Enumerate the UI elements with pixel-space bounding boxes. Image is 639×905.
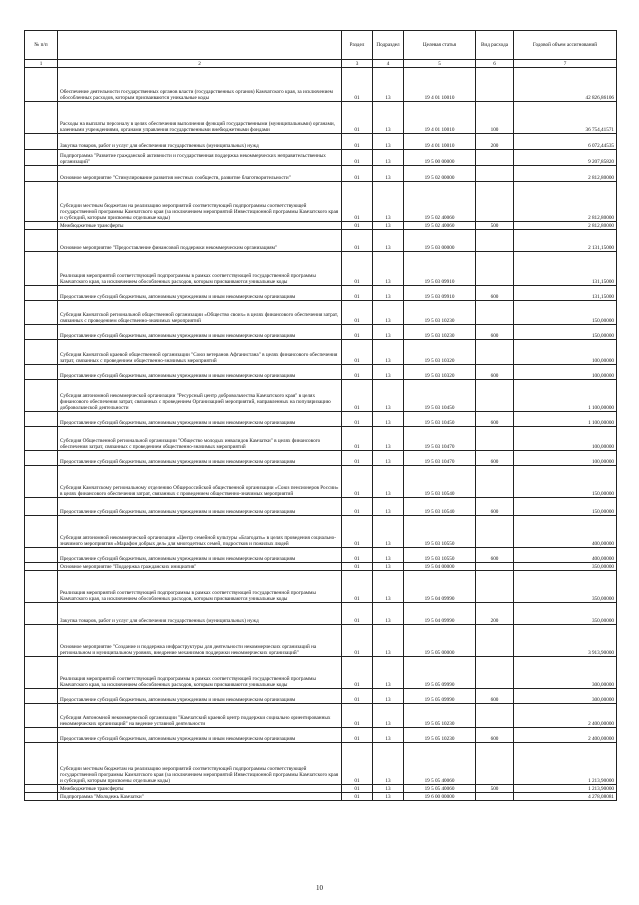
column-number: 2 <box>58 60 342 68</box>
row-number <box>25 222 58 230</box>
header-razdel: Раздел <box>342 31 373 60</box>
row-name: Субсидии местным бюджетам на реализацию мероприятий соответствующей подпрограммы соответствующей государственной программы Камчатского края (за исключением мероприятий Инвестиционной программы Камчатского края и субсидий, которым присвоены отдельные коды) <box>58 182 342 222</box>
row-amount: 3 913,90000 <box>514 625 617 657</box>
table-row <box>25 625 617 657</box>
table-row <box>25 68 617 102</box>
row-target: 19 5 03 10230 <box>404 301 476 325</box>
row-number <box>25 689 58 704</box>
row-number <box>25 134 58 150</box>
row-razdel: 01 <box>342 230 373 252</box>
row-razdel: 01 <box>342 380 373 412</box>
row-podrazdel: 13 <box>373 728 404 743</box>
row-vid: 600 <box>476 325 514 340</box>
row-vid: 600 <box>476 728 514 743</box>
row-amount: 350,00000 <box>514 563 617 571</box>
row-name: Реализация мероприятий соответствующей подпрограммы в рамках соответствующей государственной программы Камчатского края, за исключением обособленных расходов, которым присваиваются уникальные коды <box>58 252 342 286</box>
row-razdel: 01 <box>342 498 373 516</box>
row-vid: 500 <box>476 222 514 230</box>
row-vid <box>476 150 514 166</box>
page-number: 10 <box>316 884 323 892</box>
row-vid <box>476 563 514 571</box>
row-target: 19 5 02 00000 <box>404 166 476 182</box>
row-number <box>25 365 58 380</box>
row-name: Предоставление субсидий бюджетным, автономным учреждениям и иным некоммерческим организациям <box>58 498 342 516</box>
row-amount: 131,15000 <box>514 252 617 286</box>
table-row <box>25 286 617 301</box>
row-name: Субсидия Камчатской региональной общественной организации «Общество своих» в целях финансового обеспечения затрат, связанных с проведением общественно-значимых мероприятий <box>58 301 342 325</box>
column-number-row <box>25 60 617 68</box>
budget-table <box>24 30 617 801</box>
row-vid <box>476 340 514 365</box>
row-podrazdel: 13 <box>373 466 404 498</box>
row-target: 19 5 03 09910 <box>404 252 476 286</box>
table-row <box>25 340 617 365</box>
row-podrazdel: 13 <box>373 301 404 325</box>
row-amount: 36 754,41571 <box>514 102 617 134</box>
row-number <box>25 68 58 102</box>
row-razdel: 01 <box>342 325 373 340</box>
row-number <box>25 563 58 571</box>
row-target: 19 5 03 10540 <box>404 498 476 516</box>
column-number: 4 <box>373 60 404 68</box>
row-target: 19 4 01 10010 <box>404 134 476 150</box>
row-number <box>25 625 58 657</box>
row-razdel: 01 <box>342 785 373 793</box>
row-razdel: 01 <box>342 548 373 563</box>
row-razdel: 01 <box>342 182 373 222</box>
row-podrazdel: 13 <box>373 134 404 150</box>
row-podrazdel: 13 <box>373 230 404 252</box>
row-amount: 100,00000 <box>514 365 617 380</box>
row-vid <box>476 466 514 498</box>
table-row <box>25 252 617 286</box>
row-vid: 600 <box>476 451 514 466</box>
row-vid <box>476 380 514 412</box>
row-number <box>25 516 58 548</box>
row-podrazdel: 13 <box>373 603 404 625</box>
row-target: 19 5 03 10540 <box>404 466 476 498</box>
row-amount: 100,00000 <box>514 340 617 365</box>
row-amount: 400,00000 <box>514 548 617 563</box>
row-razdel: 01 <box>342 365 373 380</box>
row-target: 19 5 03 00000 <box>404 230 476 252</box>
table-row <box>25 704 617 728</box>
row-target: 19 5 03 10450 <box>404 380 476 412</box>
table-row <box>25 230 617 252</box>
row-vid <box>476 182 514 222</box>
row-vid <box>476 252 514 286</box>
row-target: 19 5 05 10230 <box>404 728 476 743</box>
row-podrazdel: 13 <box>373 150 404 166</box>
row-vid <box>476 743 514 785</box>
row-razdel: 01 <box>342 793 373 801</box>
table-row <box>25 451 617 466</box>
row-amount: 100,00000 <box>514 451 617 466</box>
row-podrazdel: 13 <box>373 571 404 603</box>
row-amount: 300,00000 <box>514 657 617 689</box>
row-razdel: 01 <box>342 563 373 571</box>
row-number <box>25 704 58 728</box>
row-vid <box>476 427 514 451</box>
row-number <box>25 301 58 325</box>
row-razdel: 01 <box>342 743 373 785</box>
row-razdel: 01 <box>342 412 373 427</box>
row-amount: 150,00000 <box>514 498 617 516</box>
column-number: 1 <box>25 60 58 68</box>
row-name: Предоставление субсидий бюджетным, автономным учреждениям и иным некоммерческим организациям <box>58 412 342 427</box>
row-podrazdel: 13 <box>373 793 404 801</box>
row-amount: 2 131,15000 <box>514 230 617 252</box>
table-row <box>25 785 617 793</box>
row-amount: 2 812,80000 <box>514 182 617 222</box>
table-row <box>25 102 617 134</box>
row-number <box>25 548 58 563</box>
row-target: 19 5 03 10320 <box>404 340 476 365</box>
row-number <box>25 451 58 466</box>
row-name: Предоставление субсидий бюджетным, автономным учреждениям и иным некоммерческим организациям <box>58 689 342 704</box>
row-number <box>25 603 58 625</box>
row-amount: 1 213,90000 <box>514 743 617 785</box>
row-razdel: 01 <box>342 68 373 102</box>
header-target: Целевая статья <box>404 31 476 60</box>
row-target: 19 5 02 40060 <box>404 222 476 230</box>
row-amount: 131,15000 <box>514 286 617 301</box>
row-podrazdel: 13 <box>373 657 404 689</box>
table-row <box>25 412 617 427</box>
row-amount: 350,00000 <box>514 571 617 603</box>
table-row <box>25 134 617 150</box>
table-row <box>25 571 617 603</box>
row-target: 19 5 03 10450 <box>404 412 476 427</box>
row-razdel: 01 <box>342 516 373 548</box>
row-amount: 350,00000 <box>514 603 617 625</box>
row-podrazdel: 13 <box>373 451 404 466</box>
row-vid <box>476 230 514 252</box>
row-name: Предоставление субсидий бюджетным, автономным учреждениям и иным некоммерческим организациям <box>58 325 342 340</box>
row-podrazdel: 13 <box>373 743 404 785</box>
table-row <box>25 150 617 166</box>
row-amount: 2 812,80000 <box>514 166 617 182</box>
column-number: 3 <box>342 60 373 68</box>
row-razdel: 01 <box>342 301 373 325</box>
row-amount: 400,00000 <box>514 516 617 548</box>
row-target: 19 5 04 09990 <box>404 571 476 603</box>
row-podrazdel: 13 <box>373 548 404 563</box>
row-target: 19 5 04 09990 <box>404 603 476 625</box>
row-amount: 150,00000 <box>514 325 617 340</box>
row-podrazdel: 13 <box>373 68 404 102</box>
row-podrazdel: 13 <box>373 516 404 548</box>
row-number <box>25 325 58 340</box>
row-name: Субсидии местным бюджетам на реализацию мероприятий соответствующей подпрограммы соответствующей государственной программы Камчатского края (за исключением мероприятий Инвестиционной программы Камчатского края и субсидий, которым присвоены отдельные коды) <box>58 743 342 785</box>
row-podrazdel: 13 <box>373 785 404 793</box>
row-razdel: 01 <box>342 466 373 498</box>
row-razdel: 01 <box>342 625 373 657</box>
row-razdel: 01 <box>342 102 373 134</box>
row-vid: 600 <box>476 286 514 301</box>
row-name: Межбюджетные трансферты <box>58 785 342 793</box>
row-razdel: 01 <box>342 150 373 166</box>
row-razdel: 01 <box>342 704 373 728</box>
row-amount: 2 400,00000 <box>514 704 617 728</box>
table-row <box>25 657 617 689</box>
column-number: 7 <box>514 60 617 68</box>
row-number <box>25 412 58 427</box>
table-row <box>25 516 617 548</box>
row-podrazdel: 13 <box>373 222 404 230</box>
row-vid: 600 <box>476 365 514 380</box>
row-amount: 2 812,80000 <box>514 222 617 230</box>
row-podrazdel: 13 <box>373 182 404 222</box>
row-number <box>25 793 58 801</box>
row-name: Реализация мероприятий соответствующей подпрограммы в рамках соответствующей государственной программы Камчатского края, за исключением обособленных расходов, которым присваиваются уникальные коды <box>58 657 342 689</box>
row-vid <box>476 793 514 801</box>
row-razdel: 01 <box>342 286 373 301</box>
table-row <box>25 182 617 222</box>
table-row <box>25 380 617 412</box>
row-target: 19 4 01 10010 <box>404 68 476 102</box>
row-podrazdel: 13 <box>373 166 404 182</box>
row-vid <box>476 68 514 102</box>
row-podrazdel: 13 <box>373 704 404 728</box>
row-razdel: 01 <box>342 603 373 625</box>
row-target: 19 5 03 10470 <box>404 427 476 451</box>
row-number <box>25 571 58 603</box>
row-target: 19 5 05 10230 <box>404 704 476 728</box>
row-podrazdel: 13 <box>373 427 404 451</box>
row-vid: 600 <box>476 498 514 516</box>
header-vid: Вид расхода <box>476 31 514 60</box>
row-target: 19 5 05 40060 <box>404 785 476 793</box>
row-name: Субсидия Камчатскому региональному отделению Общероссийской общественной организации «Союз пенсионеров России» в целях финансового обеспечения затрат, связанных с проведением общественно-значимых мероприятий <box>58 466 342 498</box>
row-vid: 100 <box>476 102 514 134</box>
row-name: Предоставление субсидий бюджетным, автономным учреждениям и иным некоммерческим организациям <box>58 365 342 380</box>
row-name: Основное мероприятие "Стимулирование развития местных сообществ, развитие благотворительности" <box>58 166 342 182</box>
row-name: Расходы на выплаты персоналу в целях обеспечения выполнения функций государственными (муниципальными) органами, казенными учреждениями, органами управления государственными внебюджетными фондами <box>58 102 342 134</box>
row-vid <box>476 516 514 548</box>
row-podrazdel: 13 <box>373 365 404 380</box>
row-name: Реализация мероприятий соответствующей подпрограммы в рамках соответствующей государственной программы Камчатского края, за исключением обособленных расходов, которым присваиваются уникальные коды <box>58 571 342 603</box>
table-row <box>25 301 617 325</box>
table-row <box>25 365 617 380</box>
table-row <box>25 563 617 571</box>
row-name: Субсидия Камчатской краевой общественной организации "Союз ветеранов Афганистана" в целях финансового обеспечения затрат, связанных с проведением общественно-значимых мероприятий <box>58 340 342 365</box>
row-podrazdel: 13 <box>373 286 404 301</box>
row-razdel: 01 <box>342 427 373 451</box>
row-podrazdel: 13 <box>373 625 404 657</box>
row-vid <box>476 657 514 689</box>
row-number <box>25 728 58 743</box>
row-razdel: 01 <box>342 134 373 150</box>
row-number <box>25 340 58 365</box>
row-target: 19 5 03 10470 <box>404 451 476 466</box>
row-amount: 2 400,00000 <box>514 728 617 743</box>
row-razdel: 01 <box>342 340 373 365</box>
row-vid: 600 <box>476 548 514 563</box>
row-vid: 200 <box>476 603 514 625</box>
row-vid <box>476 301 514 325</box>
table-row <box>25 793 617 801</box>
row-razdel: 01 <box>342 728 373 743</box>
row-razdel: 01 <box>342 571 373 603</box>
row-name: Обеспечение деятельности государственных органов власти (государственных органов) Камчатского края, за исключением обособленных расходов, которым присваиваются уникальные коды <box>58 68 342 102</box>
row-podrazdel: 13 <box>373 340 404 365</box>
row-name: Субсидия Общественной региональной организации "Общество молодых инвалидов Камчатки" в целях финансового обеспечения затрат, связанных с проведением общественно-значимых мероприятий <box>58 427 342 451</box>
row-podrazdel: 13 <box>373 498 404 516</box>
row-number <box>25 380 58 412</box>
row-number <box>25 657 58 689</box>
row-amount: 42 826,86106 <box>514 68 617 102</box>
column-number: 6 <box>476 60 514 68</box>
header-amount: Годовой объем ассигнований <box>514 31 617 60</box>
row-amount: 9 207,85820 <box>514 150 617 166</box>
table-row <box>25 548 617 563</box>
row-name: Предоставление субсидий бюджетным, автономным учреждениям и иным некоммерческим организациям <box>58 451 342 466</box>
table-row <box>25 427 617 451</box>
row-podrazdel: 13 <box>373 102 404 134</box>
table-row <box>25 689 617 704</box>
row-name: Основное мероприятие "Создание и поддержка инфраструктуры для деятельности некоммерческих организаций на региональном и муниципальном уровнях, внедрение механизмов поддержки некоммерческих организаций" <box>58 625 342 657</box>
row-name: Межбюджетные трансферты <box>58 222 342 230</box>
row-name: Предоставление субсидий бюджетным, автономным учреждениям и иным некоммерческим организациям <box>58 728 342 743</box>
row-podrazdel: 13 <box>373 412 404 427</box>
row-target: 19 5 03 10550 <box>404 516 476 548</box>
row-razdel: 01 <box>342 451 373 466</box>
row-name: Субсидия автономной некоммерческой организации «Центр семейной культуры «Благодать» в целях проведения социально-значимого мероприятия «Марафон добрых дел» для многодетных семей, подростков и пожилых людей <box>58 516 342 548</box>
row-name: Закупка товаров, работ и услуг для обеспечения государственных (муниципальных) нужд <box>58 603 342 625</box>
row-vid <box>476 166 514 182</box>
row-podrazdel: 13 <box>373 252 404 286</box>
row-name: Закупка товаров, работ и услуг для обеспечения государственных (муниципальных) нужд <box>58 134 342 150</box>
row-target: 19 4 01 10010 <box>404 102 476 134</box>
table-row <box>25 728 617 743</box>
row-name: Подпрограмма "Молодежь Камчатки" <box>58 793 342 801</box>
row-amount: 6 072,44535 <box>514 134 617 150</box>
row-amount: 150,00000 <box>514 466 617 498</box>
table-row <box>25 466 617 498</box>
table-row <box>25 498 617 516</box>
row-vid <box>476 704 514 728</box>
row-name: Основное мероприятие "Поддержка гражданских инициатив" <box>58 563 342 571</box>
row-razdel: 01 <box>342 252 373 286</box>
row-target: 19 5 05 00000 <box>404 625 476 657</box>
row-number <box>25 102 58 134</box>
row-name: Предоставление субсидий бюджетным, автономным учреждениям и иным некоммерческим организациям <box>58 286 342 301</box>
row-razdel: 01 <box>342 689 373 704</box>
row-amount: 1 100,00000 <box>514 380 617 412</box>
header-podrazdel: Подраздел <box>373 31 404 60</box>
row-target: 19 5 03 10230 <box>404 325 476 340</box>
row-podrazdel: 13 <box>373 689 404 704</box>
row-target: 19 5 00 00000 <box>404 150 476 166</box>
row-vid <box>476 625 514 657</box>
row-number <box>25 182 58 222</box>
header-row <box>25 31 617 60</box>
row-amount: 1 213,90000 <box>514 785 617 793</box>
table-row <box>25 325 617 340</box>
row-name: Предоставление субсидий бюджетным, автономным учреждениям и иным некоммерческим организациям <box>58 548 342 563</box>
row-number <box>25 150 58 166</box>
row-vid: 200 <box>476 134 514 150</box>
row-razdel: 01 <box>342 657 373 689</box>
row-podrazdel: 13 <box>373 325 404 340</box>
row-number <box>25 498 58 516</box>
row-number <box>25 252 58 286</box>
row-target: 19 5 04 00000 <box>404 563 476 571</box>
row-target: 19 5 05 09990 <box>404 689 476 704</box>
row-name: Субсидия автономной некоммерческой организации "Ресурсный центр добровольчества Камчатского края" в целях финансового обеспечения затрат, связанных с проведением Организацией мероприятий, направленных на популяризацию добровольческой деятельности <box>58 380 342 412</box>
row-podrazdel: 13 <box>373 563 404 571</box>
row-number <box>25 466 58 498</box>
row-amount: 4 278,08081 <box>514 793 617 801</box>
row-target: 19 5 03 10320 <box>404 365 476 380</box>
table-row <box>25 603 617 625</box>
table-row <box>25 743 617 785</box>
row-name: Субсидия Автономной некоммерческой организации "Камчатский краевой центр поддержки социально ориентированных некоммерческих организаций" на ведение уставной деятельности <box>58 704 342 728</box>
row-amount: 100,00000 <box>514 427 617 451</box>
row-amount: 150,00000 <box>514 301 617 325</box>
row-name: Подпрограмма "Развитие гражданской активности и государственная поддержка некоммерческих неправительственных организаций" <box>58 150 342 166</box>
row-number <box>25 743 58 785</box>
row-podrazdel: 13 <box>373 380 404 412</box>
column-number: 5 <box>404 60 476 68</box>
row-vid: 600 <box>476 689 514 704</box>
row-target: 19 5 03 09910 <box>404 286 476 301</box>
row-amount: 1 100,00000 <box>514 412 617 427</box>
row-vid <box>476 571 514 603</box>
header-num: № п/п <box>25 31 58 60</box>
row-target: 19 5 03 10550 <box>404 548 476 563</box>
row-target: 19 5 05 40060 <box>404 743 476 785</box>
row-razdel: 01 <box>342 166 373 182</box>
row-amount: 300,00000 <box>514 689 617 704</box>
row-target: 19 5 05 09990 <box>404 657 476 689</box>
row-name: Основное мероприятие "Предоставление финансовой поддержки некоммерческим организациям" <box>58 230 342 252</box>
header-name <box>58 31 342 60</box>
row-number <box>25 286 58 301</box>
row-target: 19 6 00 00000 <box>404 793 476 801</box>
table-row <box>25 222 617 230</box>
row-number <box>25 785 58 793</box>
row-number <box>25 230 58 252</box>
row-number <box>25 166 58 182</box>
row-razdel: 01 <box>342 222 373 230</box>
table-row <box>25 166 617 182</box>
row-vid: 600 <box>476 412 514 427</box>
row-target: 19 5 02 40060 <box>404 182 476 222</box>
row-vid: 500 <box>476 785 514 793</box>
row-number <box>25 427 58 451</box>
